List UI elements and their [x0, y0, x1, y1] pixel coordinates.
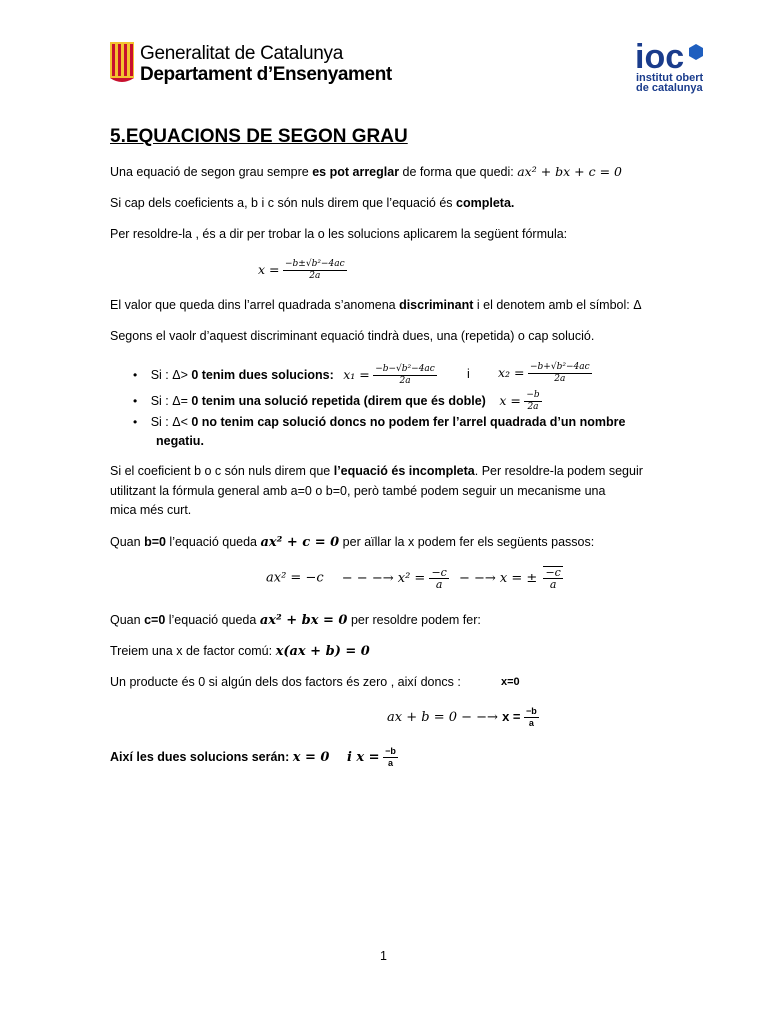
org-line1: Generalitat de Catalunya	[140, 43, 343, 64]
bullet-no-solution-line2: negatiu.	[156, 434, 204, 448]
ioc-logo: ioc	[635, 38, 685, 76]
x-equals-zero: x=0	[501, 676, 520, 688]
paragraph-formula-intro: Per resoldre-la , és a dir per trobar la o les solucions aplicarem la següent fórmula:	[110, 227, 568, 241]
bullet-two-solutions: • Si : Δ> 0 tenim dues solucions: x₁ = $\frac{\text{−b−√b²−4ac}}{2a}$	[133, 364, 435, 386]
paragraph-factor: Treiem una x de factor comú: x(ax + b) = 0	[110, 644, 370, 659]
quadratic-formula: x = $\frac{\text{−b±√b²−4ac}}{2a}$	[258, 259, 345, 281]
paragraph-incomplete-l2: utilitzant la fórmula general amb a=0 o b=0, però també podem seguir un mecanisme una	[110, 484, 606, 498]
org-line2: Departament d’Ensenyament	[140, 64, 392, 85]
paragraph-product-zero: Un producte és 0 si algún dels dos factors és zero , així doncs :	[110, 675, 461, 689]
paragraph-complete: Si cap dels coeficients a, b i c són nuls direm que l’equació és completa.	[110, 196, 515, 210]
bullet-icon: •	[133, 415, 138, 429]
ioc-subtitle-1: institut obert	[636, 72, 704, 84]
paragraph-b-zero: Quan b=0 l’equació queda ax² + c = 0 per aïllar la x podem fer els següents passos:	[110, 535, 595, 550]
bullet-and: i	[467, 367, 470, 381]
bullet-no-solution: • Si : Δ< 0 no tenim cap solució doncs no podem fer l’arrel quadrada d’un nombre	[133, 415, 626, 429]
bullet-double-solution: • Si : Δ= 0 tenim una solució repetida (direm que és doble) x = $\frac{-b}{2a}$	[133, 390, 540, 412]
paragraph-solutions: Així les dues solucions serán: x = 0 i x = $\frac{-b}{a}$	[110, 746, 396, 768]
equation-c-zero: ax + b = 0 − −→ x = $\frac{-b}{a}$	[387, 706, 537, 728]
ioc-subtitle-2: de catalunya	[636, 82, 703, 94]
paragraph-standard-form: Una equació de segon grau sempre es pot arreglar de forma que quedi: ax² + bx + c = 0	[110, 164, 622, 179]
paragraph-discriminant: El valor que queda dins l’arrel quadrada s’anomena discriminant i el denotem amb el símbol: Δ	[110, 298, 642, 312]
page-number: 1	[380, 949, 387, 963]
paragraph-cases-intro: Segons el vaolr d’aquest discriminant equació tindrà dues, una (repetida) o cap solució.	[110, 329, 595, 343]
bullet-icon: •	[133, 393, 138, 408]
paragraph-incomplete-l1: Si el coeficient b o c són nuls direm que l’equació és incompleta. Per resoldre-la podem seguir	[110, 464, 643, 478]
generalitat-logo	[110, 42, 134, 84]
ioc-hexagon-icon	[689, 44, 703, 65]
section-title: 5.EQUACIONS DE SEGON GRAU	[110, 126, 408, 147]
paragraph-incomplete-l3: mica més curt.	[110, 503, 192, 517]
paragraph-c-zero: Quan c=0 l’equació queda ax² + bx = 0 per resoldre podem fer:	[110, 613, 481, 628]
bullet-icon: •	[133, 367, 138, 382]
equation-b-zero: ax² = −c − − −→ x² = $\frac{-c}{a}$ − −→ x = ± $\frac{-c}{a}$	[266, 565, 561, 591]
bullet-x2: x₂ = $\frac{\text{−b+√b²−4ac}}{2a}$	[498, 362, 590, 384]
